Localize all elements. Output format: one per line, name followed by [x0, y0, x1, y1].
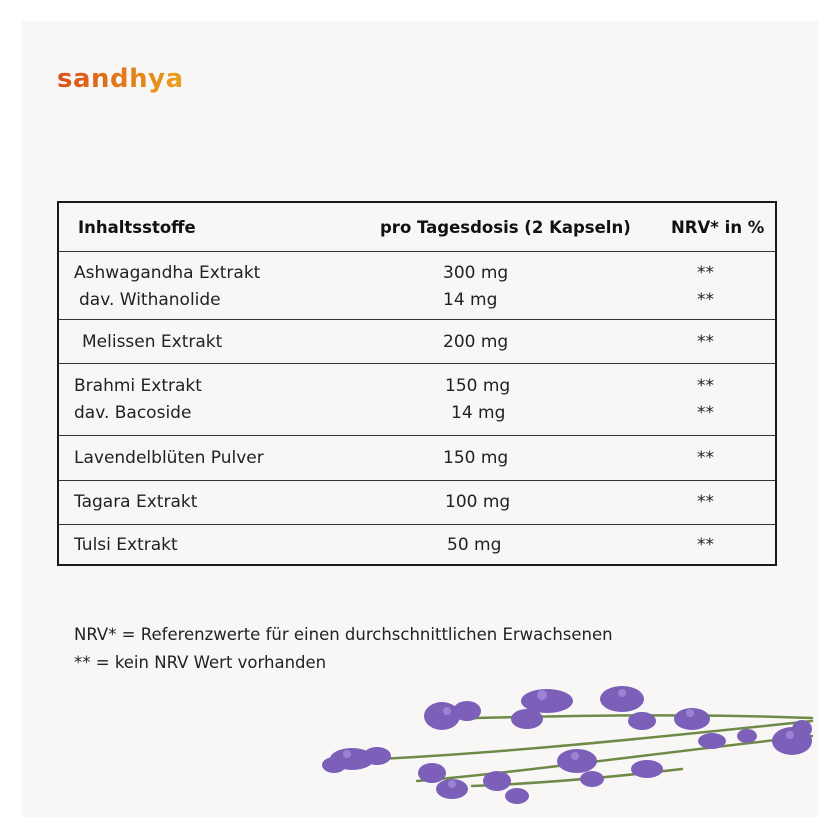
- ingredient-dose: 150 mg: [445, 376, 511, 396]
- ingredient-nrv: **: [697, 448, 714, 468]
- sub-ingredient-nrv: **: [697, 403, 714, 423]
- ingredient-name: Tagara Extrakt: [74, 492, 198, 512]
- table-row: [59, 524, 775, 564]
- brand-logo: sandhya: [57, 64, 184, 94]
- sub-ingredient-dose: 14 mg: [451, 403, 506, 423]
- ingredient-nrv: **: [697, 492, 714, 512]
- sub-ingredient-nrv: **: [697, 290, 714, 310]
- header-nrv: NRV* in %: [671, 218, 765, 237]
- ingredient-nrv: **: [697, 376, 714, 396]
- ingredient-dose: 300 mg: [443, 263, 509, 283]
- product-card: [22, 21, 818, 817]
- lavender-sprigs-illustration: [292, 661, 818, 817]
- ingredient-name: Tulsi Extrakt: [74, 535, 178, 555]
- ingredient-name: Ashwagandha Extrakt: [74, 263, 261, 283]
- table-row: [59, 435, 775, 480]
- table-header-row: [59, 203, 775, 251]
- ingredient-name: Brahmi Extrakt: [74, 376, 202, 396]
- ingredient-dose: 50 mg: [447, 535, 502, 555]
- table-row: [59, 480, 775, 524]
- header-daily-dose: pro Tagesdosis (2 Kapseln): [380, 218, 631, 237]
- nutrition-table: [57, 201, 777, 566]
- ingredient-dose: 100 mg: [445, 492, 511, 512]
- ingredient-dose: 150 mg: [443, 448, 509, 468]
- table-row: [59, 363, 775, 435]
- footnote-no-value: ** = kein NRV Wert vorhanden: [74, 653, 327, 672]
- table-row: [59, 319, 775, 363]
- sub-ingredient-name: dav. Withanolide: [79, 290, 221, 310]
- ingredient-name: Melissen Extrakt: [82, 332, 223, 352]
- sub-ingredient-dose: 14 mg: [443, 290, 498, 310]
- header-ingredients: Inhaltsstoffe: [78, 218, 196, 237]
- ingredient-nrv: **: [697, 263, 714, 283]
- ingredient-dose: 200 mg: [443, 332, 509, 352]
- ingredient-nrv: **: [697, 535, 714, 555]
- table-row: [59, 251, 775, 319]
- footnote-nrv: NRV* = Referenzwerte für einen durchschnittlichen Erwachsenen: [74, 625, 613, 644]
- ingredient-name: Lavendelblüten Pulver: [74, 448, 264, 468]
- ingredient-nrv: **: [697, 332, 714, 352]
- sub-ingredient-name: dav. Bacoside: [74, 403, 192, 423]
